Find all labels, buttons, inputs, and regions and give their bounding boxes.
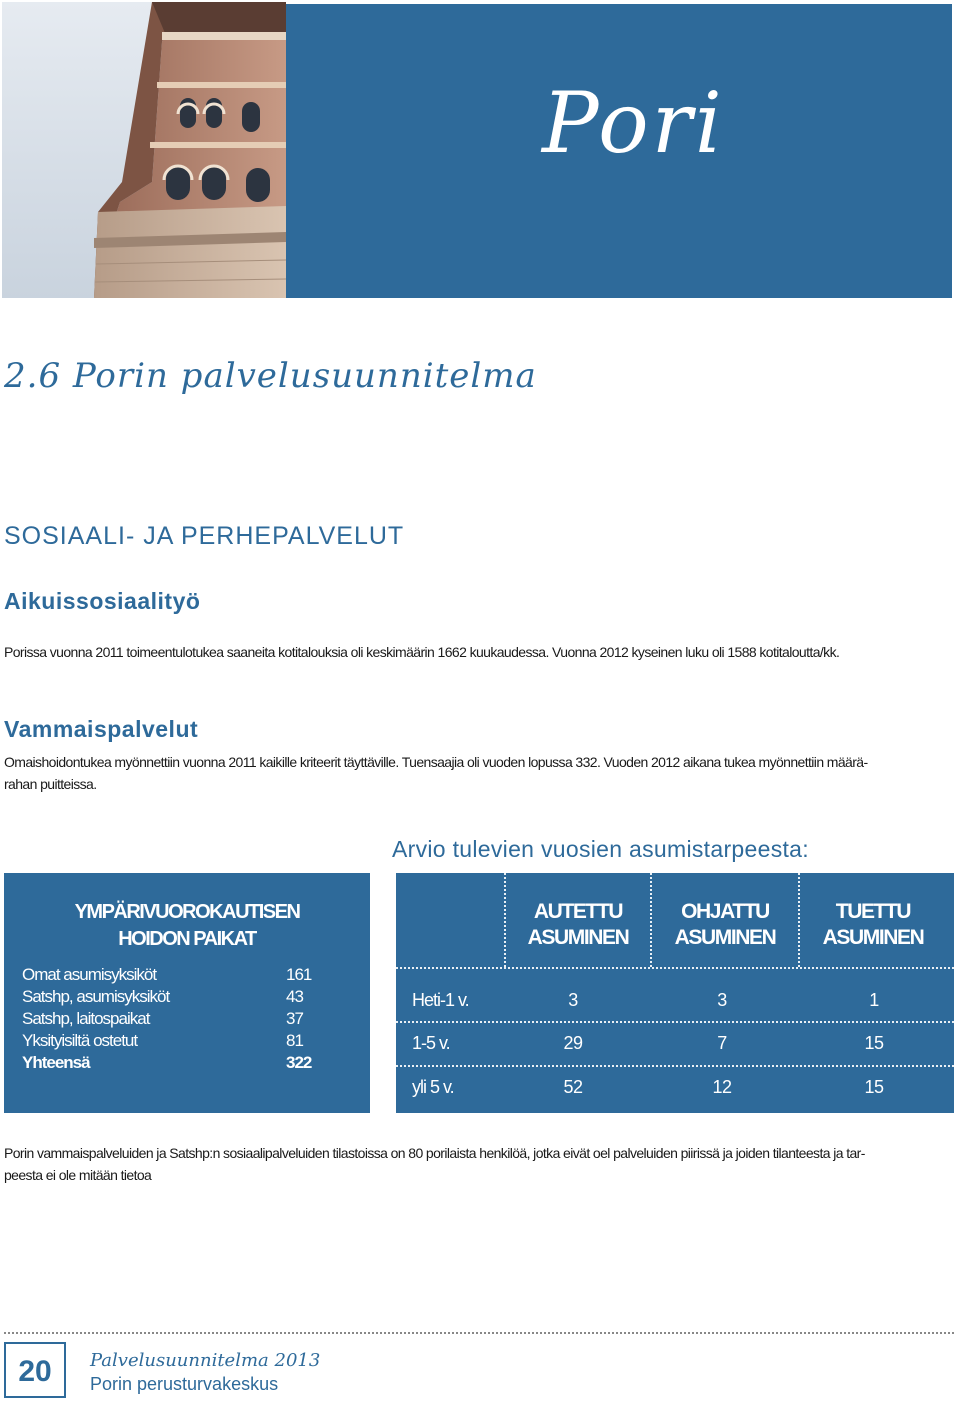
table-cell: 3 xyxy=(568,990,578,1010)
table-divider xyxy=(396,1021,954,1023)
row-label-yli-5: yli 5 v. xyxy=(412,1077,454,1097)
table-cell: 7 xyxy=(717,1033,727,1053)
hoidon-paikat-total-row: Yhteensä 322 xyxy=(22,1053,312,1072)
building-photo xyxy=(2,2,286,298)
column-header-autettu: AUTETTU ASUMINEN xyxy=(527,900,629,949)
row-label-heti: Heti-1 v. xyxy=(412,990,469,1010)
page-number: 20 xyxy=(4,1342,66,1398)
table-divider xyxy=(650,873,652,967)
footer-divider xyxy=(4,1332,954,1334)
table-divider xyxy=(396,967,954,969)
vammaispalvelut-heading: Vammaispalvelut xyxy=(4,716,199,742)
note-text-line2: peesta ei ole mitään tietoa xyxy=(4,1167,152,1183)
table-cell: 3 xyxy=(717,990,727,1010)
footer-organization: Porin perusturvakeskus xyxy=(90,1374,279,1394)
hoidon-paikat-row: Yksityisiltä ostetut 81 xyxy=(22,1031,303,1050)
hoidon-paikat-row: Omat asumisyksiköt 161 xyxy=(22,965,312,984)
aikuissosiaalityo-heading: Aikuissosiaalityö xyxy=(4,588,201,614)
footer-publication: Palvelusuunnitelma 2013 xyxy=(90,1350,321,1371)
building-photo-icon xyxy=(2,2,286,298)
note-text-line1: Porin vammaispalveluiden ja Satshp:n sosiaalipalveluiden tilastoissa on 80 porilaista henkilöä, jotka eivät oel palveluiden piirissä ja joiden tilanteesta ja tar- xyxy=(4,1145,865,1161)
aikuissosiaalityo-text: Porissa vuonna 2011 toimeentulotukea saaneita kotitalouksia oli keskimäärin 1662 kuukaudessa. Vuonna 2012 kyseinen luku oli 1588 kotitaloutta/kk. xyxy=(4,644,840,660)
asumistarve-table xyxy=(396,873,954,1113)
table-divider xyxy=(798,873,800,967)
table-cell: 1 xyxy=(869,990,879,1010)
header-band xyxy=(286,4,952,298)
row-label-1-5: 1-5 v. xyxy=(412,1033,450,1053)
column-header-tuettu: TUETTU ASUMINEN xyxy=(822,900,924,949)
city-title: Pori xyxy=(542,74,725,172)
hoidon-paikat-box xyxy=(4,873,370,1113)
hoidon-paikat-row: Satshp, asumisyksiköt 43 xyxy=(22,987,303,1006)
column-header-ohjattu: OHJATTU ASUMINEN xyxy=(674,900,776,949)
table-cell: 12 xyxy=(712,1077,732,1097)
table-divider xyxy=(504,873,506,967)
section-heading: SOSIAALI- JA PERHEPALVELUT xyxy=(4,522,405,550)
hoidon-paikat-title: YMPÄRIVUOROKAUTISEN HOIDON PAIKAT xyxy=(74,901,300,950)
table-cell: 15 xyxy=(864,1033,884,1053)
section-title: 2.6 Porin palvelusuunnitelma xyxy=(4,356,537,396)
vammaispalvelut-text-line2: rahan puitteissa. xyxy=(4,776,97,792)
table-cell: 29 xyxy=(563,1033,583,1053)
hoidon-paikat-row: Satshp, laitospaikat 37 xyxy=(22,1009,303,1028)
asumistarve-table-title: Arvio tulevien vuosien asumistarpeesta: xyxy=(392,836,809,862)
vammaispalvelut-text-line1: Omaishoidontukea myönnettiin vuonna 2011 kaikille kriteerit täyttäville. Tuensaajia oli vuoden lopussa 332. Vuoden 2012 aikana tukea myönnettiin määrä- xyxy=(4,754,868,770)
table-cell: 15 xyxy=(864,1077,884,1097)
table-divider xyxy=(396,1065,954,1067)
table-cell: 52 xyxy=(563,1077,583,1097)
